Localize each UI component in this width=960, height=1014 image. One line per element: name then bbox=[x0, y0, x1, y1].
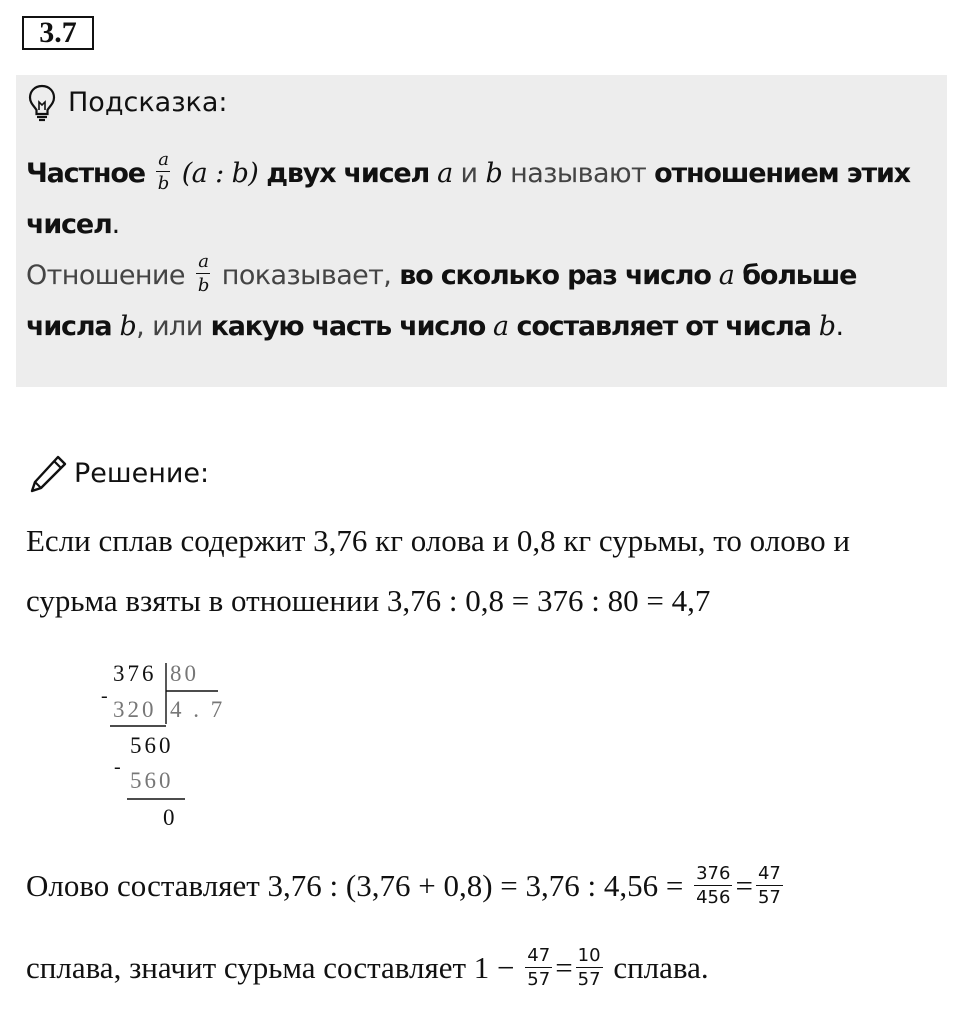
fraction bbox=[576, 944, 603, 990]
hint-word: и bbox=[460, 158, 478, 189]
variable-b: b bbox=[119, 311, 137, 342]
hint-paragraph-1 bbox=[26, 148, 941, 250]
hint-heading bbox=[28, 83, 228, 123]
variable-b: b bbox=[485, 158, 503, 189]
division-remainder-2: 0 bbox=[163, 805, 178, 830]
fraction-denominator: 57 bbox=[527, 968, 551, 990]
hint-word: Отношение bbox=[26, 260, 185, 291]
fraction bbox=[525, 944, 552, 990]
variable-b: b bbox=[818, 311, 836, 342]
fraction-numerator: 376 bbox=[696, 862, 731, 884]
hint-title: Подсказка: bbox=[68, 87, 228, 118]
solution-text: Олово составляет 3,76 : (3,76 + 0,8) = 3,76 : 4,56 = bbox=[26, 868, 684, 903]
hint-term: во сколько раз число bbox=[399, 260, 711, 291]
minus-sign: - bbox=[114, 756, 124, 778]
division-subtrahend-1: 320 bbox=[113, 697, 157, 722]
solution-paragraph-1: Если сплав содержит 3,76 кг олова и 0,8 кг сурьмы, то олово и сурьма взяты в отношении 3,76 : 0,8 = 376 : 80 = 4,7 bbox=[26, 523, 851, 618]
division-dividend: 376 bbox=[113, 661, 157, 686]
exercise-number: 3.7 bbox=[22, 16, 94, 50]
solution-paragraph-3 bbox=[26, 938, 941, 998]
solution-heading bbox=[28, 452, 209, 496]
hint-term: отношением этих чисел bbox=[26, 158, 910, 240]
hint-text bbox=[26, 148, 941, 352]
minus-sign: - bbox=[101, 685, 111, 707]
division-divisor: 80 bbox=[170, 661, 199, 686]
hint-word: , или bbox=[136, 311, 203, 342]
pencil-icon bbox=[28, 454, 68, 494]
lightbulb-icon bbox=[28, 84, 56, 122]
fraction-numerator: 47 bbox=[527, 944, 551, 966]
division-remainder-1: 560 bbox=[130, 733, 174, 758]
fraction-a-over-b bbox=[196, 250, 211, 296]
fraction bbox=[756, 862, 783, 908]
equals-sign: = bbox=[735, 868, 753, 903]
fraction bbox=[694, 862, 732, 908]
hint-word: называют bbox=[510, 158, 647, 189]
fraction-denominator: b bbox=[197, 274, 209, 296]
variable-a: a bbox=[437, 158, 453, 189]
hint-term: больше числа bbox=[26, 260, 857, 342]
hint-expression: (a : b) bbox=[181, 158, 259, 189]
hint-word: показывает, bbox=[221, 260, 392, 291]
solution-text: сплава, значит сурьма составляет 1 − bbox=[26, 950, 515, 985]
fraction-numerator: a bbox=[198, 250, 209, 272]
fraction-numerator: 10 bbox=[577, 944, 601, 966]
hint-punct: . bbox=[835, 311, 844, 342]
fraction-denominator: b bbox=[157, 172, 169, 194]
division-subtrahend-2: 560 bbox=[130, 768, 174, 793]
fraction-a-over-b bbox=[156, 148, 171, 194]
solution-paragraph-2 bbox=[26, 856, 941, 916]
variable-a: a bbox=[718, 260, 735, 291]
hint-term: составляет от числа bbox=[516, 311, 811, 342]
fraction-denominator: 57 bbox=[577, 968, 601, 990]
hint-word: двух чисел bbox=[266, 158, 430, 189]
fraction-denominator: 57 bbox=[757, 886, 781, 908]
equals-sign: = bbox=[555, 950, 573, 985]
hint-punct: . bbox=[111, 209, 120, 240]
fraction-numerator: 47 bbox=[757, 862, 781, 884]
hint-word: Частное bbox=[26, 158, 145, 189]
fraction-numerator: a bbox=[158, 148, 169, 170]
solution-text: сплава. bbox=[613, 950, 709, 985]
hint-paragraph-2 bbox=[26, 250, 941, 352]
variable-a: a bbox=[493, 311, 509, 342]
hint-term: какую часть число bbox=[210, 311, 486, 342]
division-quotient: 4 . 7 bbox=[170, 697, 226, 722]
fraction-denominator: 456 bbox=[696, 886, 731, 908]
solution-title: Решение: bbox=[74, 458, 210, 489]
